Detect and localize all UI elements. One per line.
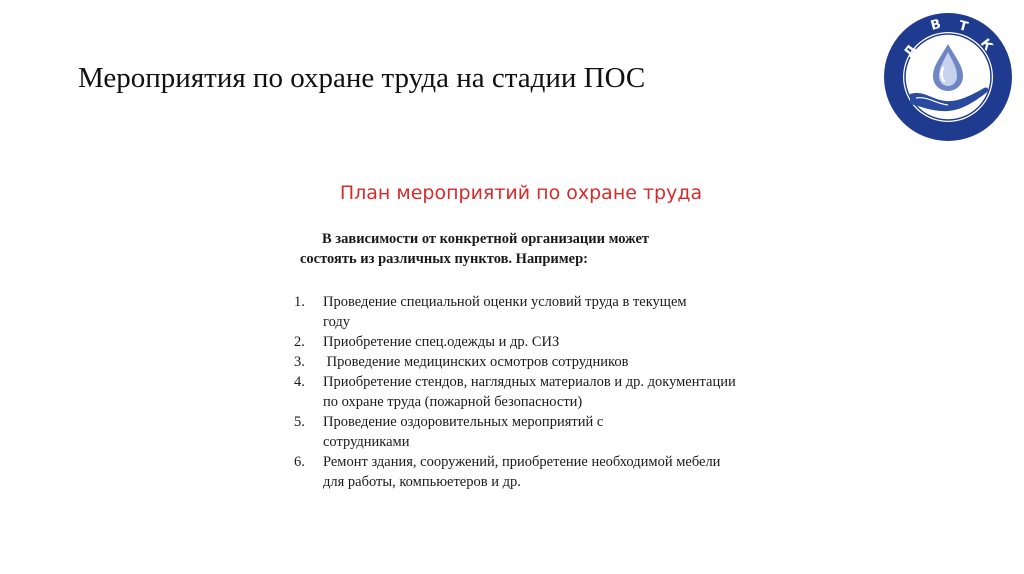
plan-intro <box>300 229 720 269</box>
plan-intro-line-2: состоять из различных пунктов. Например: <box>300 251 588 267</box>
plan-list-item <box>294 412 754 452</box>
plan-heading: План мероприятий по охране труда <box>339 182 703 204</box>
plan-list-item <box>294 372 754 412</box>
plan-intro-line-1: В зависимости от конкретной организации может <box>322 231 650 247</box>
plan-item-text: Проведение специальной оценки условий труда в текущем году <box>323 294 687 330</box>
logo-letter-3: Т <box>956 18 970 36</box>
plan-item-text: Проведение медицинских осмотров сотрудников <box>323 354 629 370</box>
plan-list-item <box>294 452 754 492</box>
dvtk-logo <box>880 10 1016 144</box>
plan-list <box>294 292 754 492</box>
plan-item-number: 1. <box>294 294 305 310</box>
plan-item-text: Приобретение спец.одежды и др. СИЗ <box>323 334 560 350</box>
logo-letter-4: К <box>976 36 996 54</box>
plan-item-text: Проведение оздоровительных мероприятий с сотрудниками <box>323 414 604 450</box>
plan-item-number: 4. <box>294 374 305 390</box>
plan-item-number: 2. <box>294 334 305 350</box>
plan-item-text: Приобретение стендов, наглядных материалов и др. документации по охране труда (пожарной безопасности) <box>323 374 736 410</box>
slide-title: Мероприятия по охране труда на стадии ПОС <box>78 62 646 94</box>
plan-item-number: 6. <box>294 454 305 470</box>
plan-image <box>286 172 756 502</box>
plan-item-number: 3. <box>294 354 305 370</box>
plan-item-text: Ремонт здания, сооружений, приобретение необходимой мебели для работы, компьюетеров и др. <box>323 454 721 490</box>
plan-item-number: 5. <box>294 414 305 430</box>
logo-letter-2: В <box>929 16 943 34</box>
logo-letter-1: Д <box>901 42 921 61</box>
plan-list-item <box>294 292 754 332</box>
plan-list-item <box>294 352 754 372</box>
plan-list-item <box>294 332 754 352</box>
